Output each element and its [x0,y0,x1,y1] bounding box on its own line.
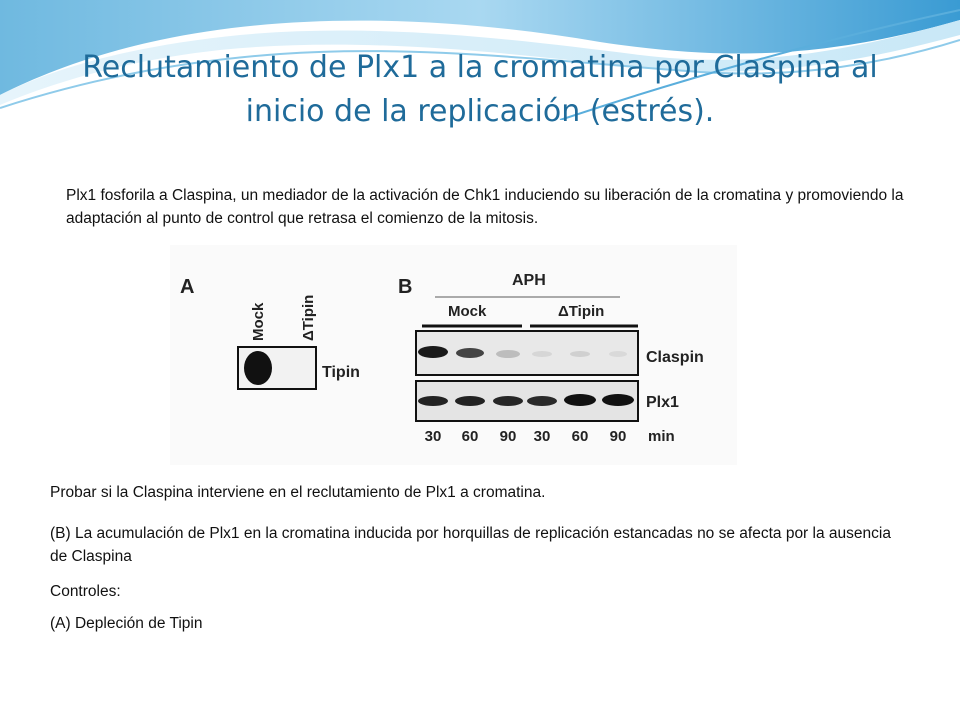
plx1-band-6 [602,394,634,406]
intro-paragraph: Plx1 fosforila a Claspina, un mediador de la activación de Chk1 induciendo su liberación de la cromatina y promoviendo la adaptación al punto de control que retrasa el comienzo de la mitosis. [66,187,904,227]
lane-tipin-label: ΔTipin [300,294,317,341]
panel-b-label: B [398,276,413,298]
slide-title: Reclutamiento de Plx1 a la cromatina por Claspina al inicio de la replicación (estrés). [82,50,878,129]
controls-heading: Controles: [50,583,121,600]
plx1-band-3 [493,396,523,406]
claspin-band-3 [496,350,520,358]
plx1-band-5 [564,394,596,406]
group-mock-label: Mock [448,303,487,320]
group-tipin-label: ΔTipin [558,303,605,320]
timepoint-2: 60 [461,428,479,445]
timepoint-5: 60 [571,428,589,445]
western-blot-figure [170,245,737,465]
panel-a-label: A [180,276,195,298]
plx1-row-label: Plx1 [646,394,679,411]
claspin-blot [416,331,638,375]
timepoint-6: 90 [609,428,627,445]
claspin-band-4 [532,351,552,357]
plx1-band-1 [418,396,448,406]
timepoint-1: 30 [424,428,442,445]
result-b-paragraph: (B) La acumulación de Plx1 en la cromatina inducida por horquillas de replicación estancadas no se afecta por la ausencia de Claspina [50,525,891,565]
tipin-band-label: Tipin [322,364,360,381]
claspin-band-5 [570,351,590,357]
aph-label: APH [512,272,546,289]
tipin-band-mock [244,351,272,385]
plx1-band-2 [455,396,485,406]
claspin-band-2 [456,348,484,358]
control-a-paragraph: (A) Depleción de Tipin [50,615,203,632]
claspin-band-6 [609,351,627,357]
timepoint-3: 90 [499,428,517,445]
claspin-row-label: Claspin [646,349,704,366]
hypothesis-paragraph: Probar si la Claspina interviene en el reclutamiento de Plx1 a cromatina. [50,484,546,501]
lane-mock-label: Mock [250,302,267,341]
plx1-band-4 [527,396,557,406]
claspin-band-1 [418,346,448,358]
time-unit-label: min [648,428,675,445]
timepoint-4: 30 [533,428,551,445]
